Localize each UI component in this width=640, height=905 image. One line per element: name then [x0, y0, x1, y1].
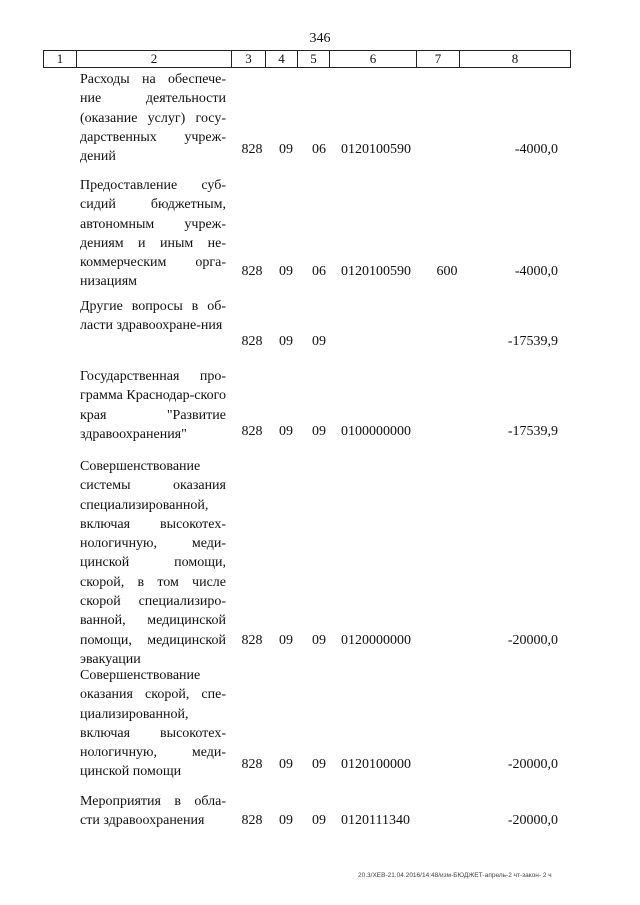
- row-target-article: 0120100590: [341, 141, 411, 157]
- column-header-1: 1: [44, 51, 77, 68]
- row-subsection: 09: [312, 423, 326, 439]
- document-footer: 20.3/ХЕВ-21.04.2016/14:48/изм-БЮДЖЕТ-апрель-2 чт-закон- 2 ч: [358, 872, 552, 879]
- row-section: 09: [279, 423, 293, 439]
- row-name: Предоставление суб-сидий бюджетным, автономным учреж-дениям и иным не-коммерческим орга-низациям: [80, 178, 226, 290]
- row-amount: -4000,0: [514, 263, 558, 279]
- row-amount: -20000,0: [507, 812, 558, 828]
- row-section: 09: [279, 632, 293, 648]
- column-header-table: [43, 50, 571, 68]
- row-expense-type: 600: [436, 263, 458, 279]
- row-code-admin: 828: [241, 263, 263, 279]
- row-subsection: 06: [312, 263, 326, 279]
- table-row: [0, 367, 640, 441]
- column-header-2: 2: [77, 51, 232, 68]
- row-target-article: 0120111340: [341, 812, 410, 828]
- row-section: 09: [279, 263, 293, 279]
- row-name: Другие вопросы в об-ласти здравоохране-ния: [80, 299, 226, 334]
- row-amount: -4000,0: [514, 141, 558, 157]
- row-subsection: 06: [312, 141, 326, 157]
- row-amount: -20000,0: [507, 632, 558, 648]
- table-row: [0, 457, 640, 667]
- row-code-admin: 828: [241, 756, 263, 772]
- row-name: Совершенствование оказания скорой, спе-циализированной, включая высокотех-нологичную, меди-цинской помощи: [80, 668, 226, 780]
- column-header-6: 6: [330, 51, 417, 68]
- row-code-admin: 828: [241, 632, 263, 648]
- row-name: Мероприятия в обла-сти здравоохранения: [80, 794, 226, 829]
- row-subsection: 09: [312, 812, 326, 828]
- table-row: [0, 792, 640, 830]
- row-section: 09: [279, 141, 293, 157]
- row-code-admin: 828: [241, 333, 263, 349]
- row-name: Совершенствование системы оказания специализированной, включая высокотех-нологичную, меди-цинской помощи, скорой, в том числе скорой специализиро-ванной, медицинской помощи, медицинской эвакуации: [80, 459, 226, 667]
- row-target-article: 0120100000: [341, 756, 411, 772]
- table-row: [0, 176, 640, 290]
- column-header-3: 3: [232, 51, 266, 68]
- column-header-5: 5: [298, 51, 330, 68]
- row-subsection: 09: [312, 333, 326, 349]
- row-subsection: 09: [312, 756, 326, 772]
- column-header-7: 7: [417, 51, 460, 68]
- row-amount: -17539,9: [507, 333, 558, 349]
- table-row: [0, 297, 640, 351]
- column-header-8: 8: [460, 51, 571, 68]
- row-section: 09: [279, 333, 293, 349]
- row-section: 09: [279, 756, 293, 772]
- row-amount: -20000,0: [507, 756, 558, 772]
- row-name: Расходы на обеспече-ние деятельности (оказание услуг) госу-дарственных учреж-дений: [80, 72, 226, 165]
- row-section: 09: [279, 812, 293, 828]
- row-target-article: 0120000000: [341, 632, 411, 648]
- table-row: [0, 666, 640, 780]
- row-amount: -17539,9: [507, 423, 558, 439]
- row-target-article: 0100000000: [341, 423, 411, 439]
- row-target-article: 0120100590: [341, 263, 411, 279]
- row-code-admin: 828: [241, 423, 263, 439]
- row-code-admin: 828: [241, 812, 263, 828]
- table-row: [0, 70, 640, 165]
- column-header-4: 4: [266, 51, 298, 68]
- row-code-admin: 828: [241, 141, 263, 157]
- row-name: Государственная про-грамма Краснодар-ского края "Развитие здравоохранения": [80, 369, 226, 442]
- page-number: 346: [309, 31, 331, 46]
- row-subsection: 09: [312, 632, 326, 648]
